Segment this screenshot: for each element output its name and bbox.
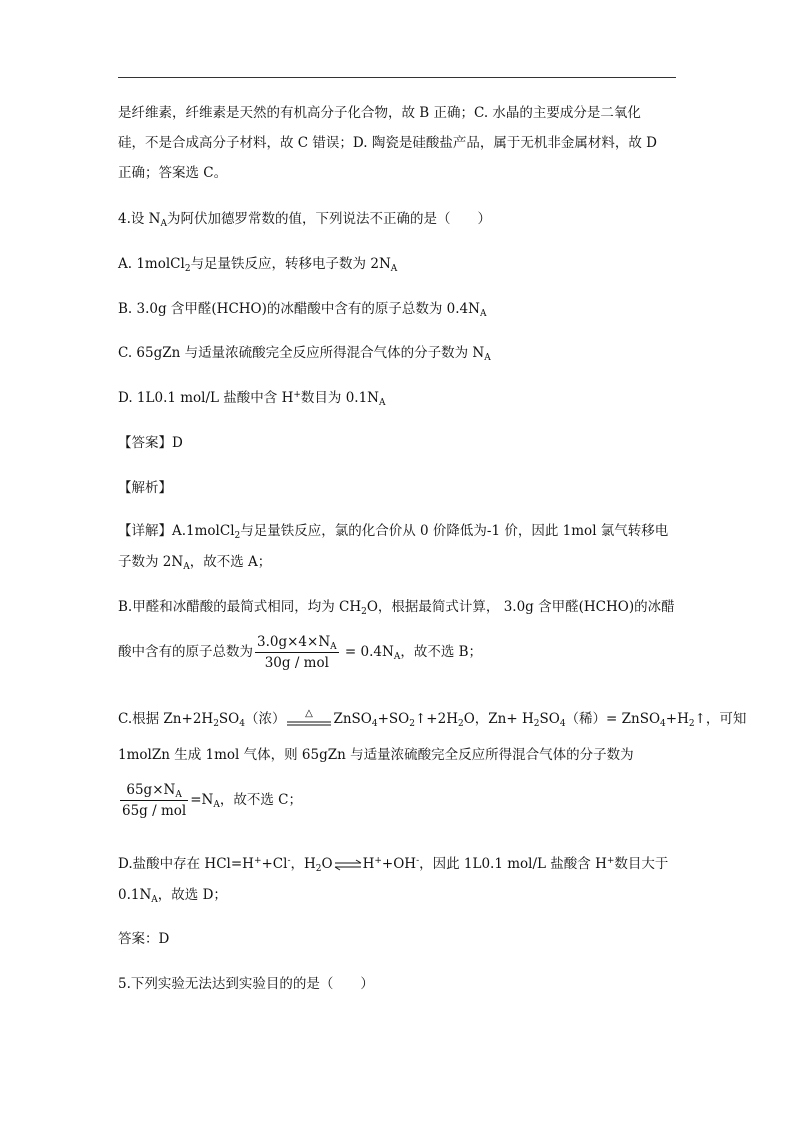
final-answer: 答案：D (118, 931, 170, 947)
fraction-b: $\frac{3.0g\times 4\times N_A}{\text{30g / mol}}$ (257, 634, 337, 671)
fraction-c: $\frac{65g\times N_A}{\text{65g / mol}}$ (122, 782, 187, 819)
option-c: C. 65gZn 与适量浓硫酸完全反应所得混合气体的分子数为 $N_A$ (118, 345, 491, 363)
text-line-2: 硅，不是合成高分子材料，故 C 错误；D. 陶瓷是硅酸盐产品，属于无机非金属材料，故 D (118, 135, 657, 151)
question-4: 4.设 $N_A$为阿伏加德罗常数的值，下列说法不正确的是（ ） (118, 211, 491, 229)
detail-a-line-1: 【详解】A.1molCl$_2$与足量铁反应，氯的化合价从 0 价降低为-1 价，因此 1mol 氯气转移电 (118, 523, 669, 541)
detail-d-line-1: D.盐酸中存在 HCl=H++Cl-，$H_2O$ H++OH-，因此 1L0.1 mol/L 盐酸含 H+数目大于 (118, 856, 669, 874)
text-line-1: 是纤维素，纤维素是天然的有机高分子化合物，故 B 正确；C. 水晶的主要成分是二氧化 (118, 105, 641, 121)
svg-text:△: △ (305, 707, 314, 719)
detail-b-line-2: 酸中含有的原子总数为 $\frac{3.0g\times 4\times N_A}{\text{30g / mol}}$ = $0.4N_A$，故不选 B； (118, 634, 483, 671)
detail-d-line-2: $0.1N_A$，故选 D； (118, 887, 227, 905)
option-d: D. 1L0.1 mol/L 盐酸中含 H+数目为 $0.1N_A$ (118, 390, 386, 408)
analysis-label: 【解析】 (118, 480, 172, 496)
detail-c-line-2: 1molZn 生成 1mol 气体，则 65gZn 与适量浓硫酸完全反应所得混合气体的分子数为 (118, 747, 634, 763)
option-a: A. 1molCl$_2$与足量铁反应，转移电子数为 $2N_A$ (118, 256, 398, 274)
text-line-3: 正确；答案选 C。 (118, 165, 228, 181)
detail-a-line-2: 子数为 $2N_A$，故不选 A； (118, 554, 272, 572)
detail-b-line-1: B.甲醛和冰醋酸的最简式相同，均为 $CH_2O$，根据最简式计算， 3.0g 含甲醛(HCHO)的冰醋 (118, 599, 675, 617)
option-b: B. 3.0g 含甲醛(HCHO)的冰醋酸中含有的原子总数为 $0.4N_A$ (118, 301, 487, 319)
detail-c-line-1: C.根据 $Zn+2H_2SO_4$（浓） △ $ZnSO_4+SO_2↑+2H_2O$，$Zn+ H_2SO_4$（稀）= $ZnSO_4+H_2↑$，可知 (118, 707, 747, 729)
equilibrium-arrow-icon (333, 859, 363, 871)
heat-reaction-arrow (285, 707, 333, 729)
header-rule (118, 77, 676, 78)
question-5: 5.下列实验无法达到实验目的的是（ ） (118, 976, 374, 992)
detail-c-line-3: $\frac{65g\times N_A}{\text{65g / mol}}$ $=N_A$，故不选 C； (122, 782, 302, 819)
answer-label: 【答案】D (118, 435, 183, 451)
